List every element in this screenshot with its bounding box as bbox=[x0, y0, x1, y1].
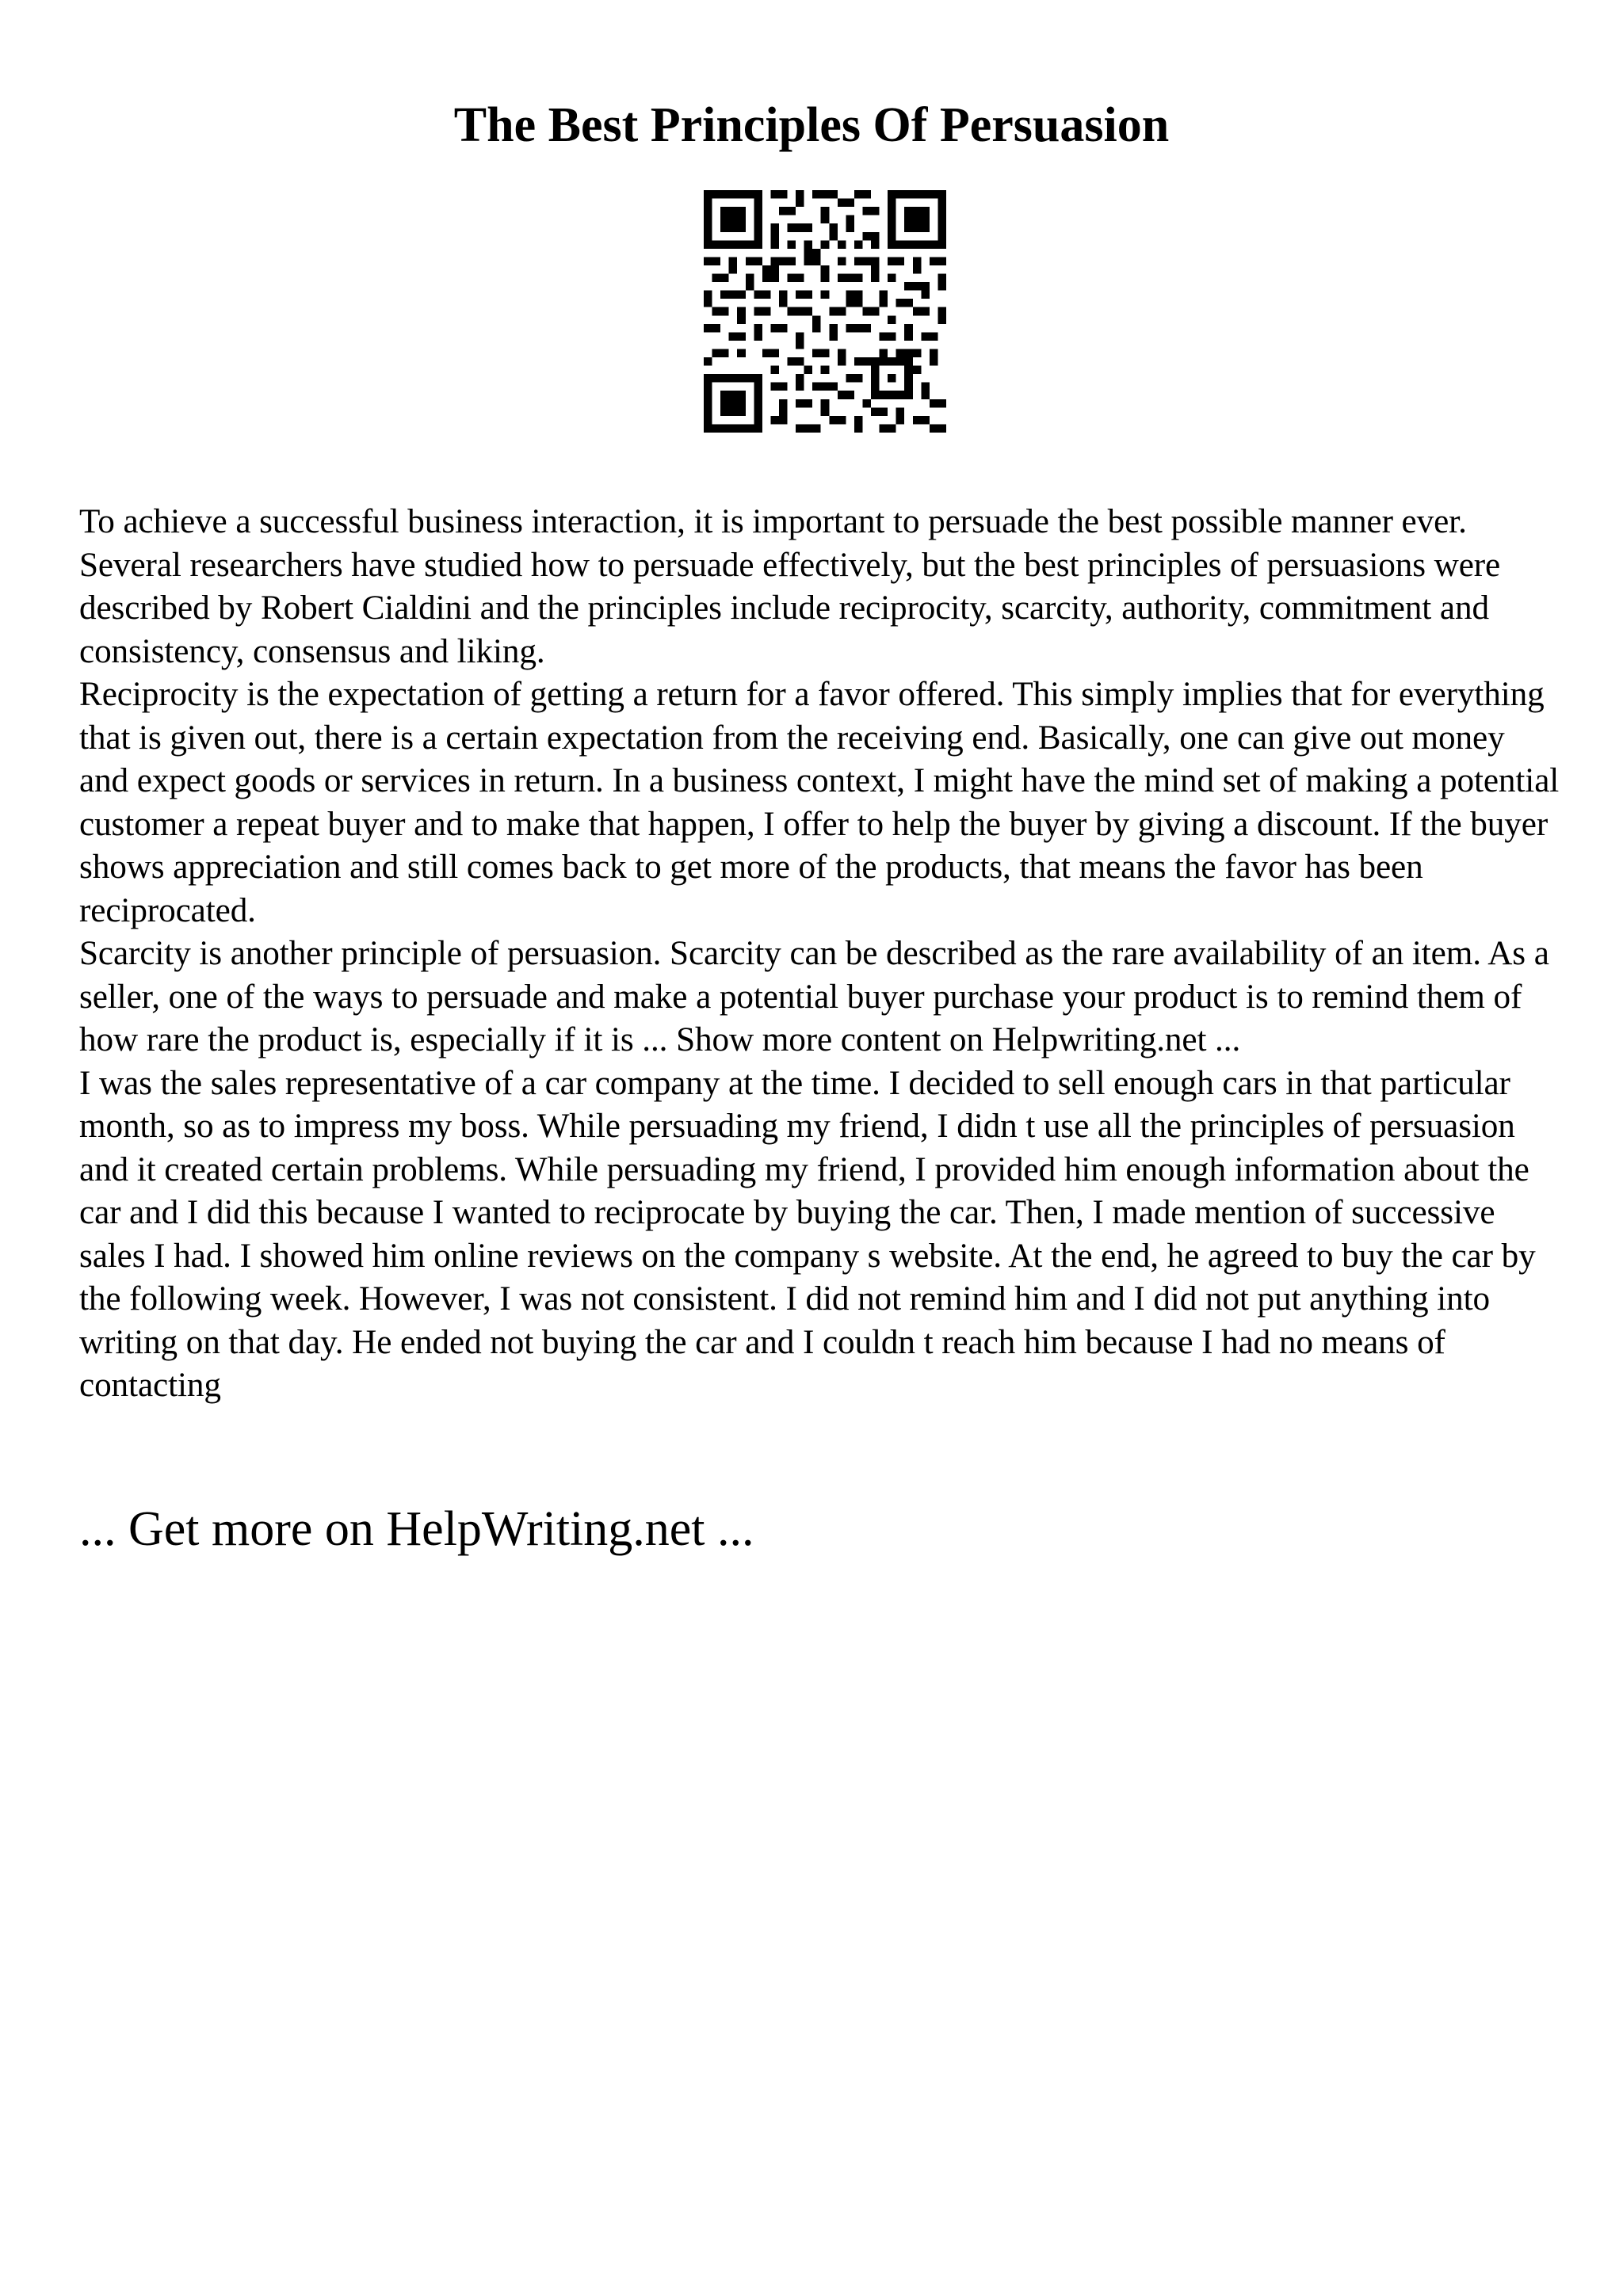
get-more-link[interactable]: ... Get more on HelpWriting.net ... bbox=[79, 1502, 754, 1556]
qr-code-icon bbox=[704, 190, 946, 433]
paragraph: Scarcity is another principle of persuasion. Scarcity can be described as the rare availability of an item. As a seller, one of the ways to persuade and make a potential buyer purchase your product is to remind them of how rare the product is, especially if it is ... Show more content on Helpwriting.net ... bbox=[79, 935, 1549, 1058]
paragraph: To achieve a successful business interaction, it is important to persuade the best possible manner ever. Several researchers have studied how to persuade effectively, but the best principles of persuasions were described by Robert Cialdini and the principles include reciprocity, scarcity, authority, commitment and consistency, consensus and liking. bbox=[79, 503, 1501, 670]
paragraph: Reciprocity is the expectation of getting a return for a favor offered. This simply implies that for everything that is given out, there is a certain expectation from the receiving end. Basically, one can give out money and expect goods or services in return. In a business context, I might have the mind set of making a potential customer a repeat buyer and to make that happen, I offer to help the buyer by giving a discount. If the buyer shows appreciation and still comes back to get more of the products, that means the favor has been reciprocated. bbox=[79, 676, 1560, 929]
paragraph: I was the sales representative of a car company at the time. I decided to sell enough cars in that particular month, so as to impress my boss. While persuading my friend, I didn t use all the principles of persuasion and it created certain problems. While persuading my friend, I provided him enough information about the car and I did this because I wanted to reciprocate by buying the car. Then, I made mention of successive sales I had. I showed him online reviews on the company s website. At the end, he agreed to buy the car by the following week. However, I was not consistent. I did not remind him and I did not put anything into writing on that day. He ended not buying the car and I couldn t reach him because I had no means of contacting bbox=[79, 1064, 1536, 1404]
document-body bbox=[79, 501, 1560, 1408]
document-title: The Best Principles Of Persuasion bbox=[453, 98, 1170, 152]
